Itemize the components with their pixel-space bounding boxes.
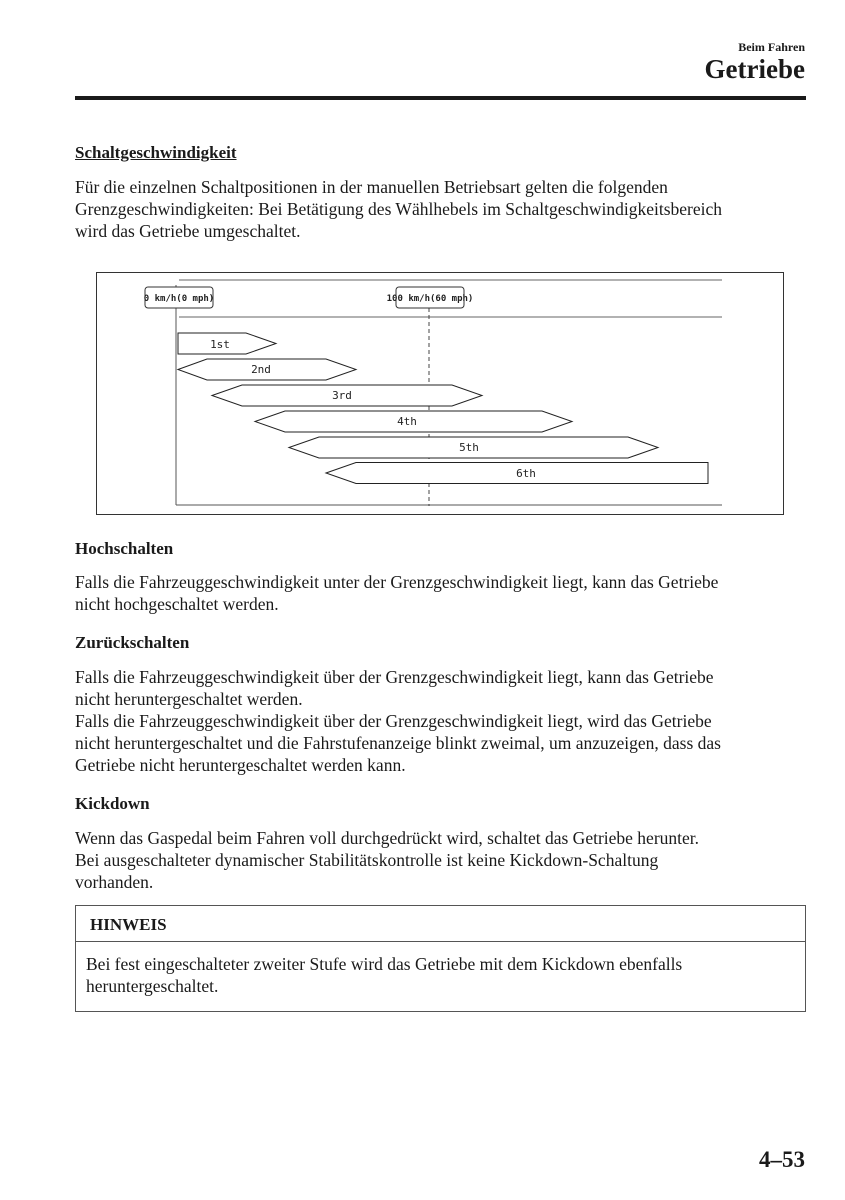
text-line: Grenzgeschwindigkeiten: Bei Betätigung des Wählhebels im Schaltgeschwindigkeitsbereich [75, 199, 723, 219]
text-line: Für die einzelnen Schaltpositionen in der manuellen Betriebsart gelten die folgenden [75, 177, 668, 197]
speed-marker-zero: 0 km/h(0 mph) [143, 294, 215, 304]
text-line: Getriebe nicht heruntergeschaltet werden kann. [75, 755, 406, 775]
gear-label-4th: 4th [397, 415, 417, 428]
downshift-heading: Zurückschalten [75, 633, 190, 652]
gear-label-2nd: 2nd [251, 363, 271, 376]
text-line: heruntergeschaltet. [86, 976, 219, 996]
text-line: Bei ausgeschalteter dynamischer Stabilitätskontrolle ist keine Kickdown-Schaltung [75, 850, 659, 870]
speed-marker-hundred: 100 km/h(60 mph) [386, 294, 474, 304]
page-title: Getriebe [704, 54, 805, 84]
gear-label-5th: 5th [459, 441, 479, 454]
header-rule [75, 96, 806, 100]
text-line: nicht hochgeschaltet werden. [75, 594, 279, 614]
gear-label-1st: 1st [210, 338, 230, 351]
gear-label-6th: 6th [516, 467, 536, 480]
note-heading: HINWEIS [76, 906, 805, 942]
downshift-paragraph [75, 666, 810, 776]
shift-speed-paragraph [75, 176, 810, 242]
note-body [76, 942, 805, 997]
kickdown-paragraph [75, 827, 810, 893]
text-line: Falls die Fahrzeuggeschwindigkeit über der Grenzgeschwindigkeit liegt, wird das Getriebe [75, 711, 712, 731]
text-line: Bei fest eingeschalteter zweiter Stufe wird das Getriebe mit dem Kickdown ebenfalls [86, 954, 683, 974]
text-line: nicht heruntergeschaltet und die Fahrstufenanzeige blinkt zweimal, um anzuzeigen, dass das [75, 733, 721, 753]
page-number: 4–53 [759, 1147, 805, 1172]
text-line: Falls die Fahrzeuggeschwindigkeit unter der Grenzgeschwindigkeit liegt, kann das Getriebe [75, 572, 719, 592]
kickdown-heading: Kickdown [75, 794, 150, 813]
section-label: Beim Fahren [738, 40, 805, 54]
text-line: vorhanden. [75, 872, 154, 892]
gear-shift-speed-diagram [96, 272, 784, 515]
text-line: Wenn das Gaspedal beim Fahren voll durchgedrückt wird, schaltet das Getriebe herunter. [75, 828, 700, 848]
note-box [75, 905, 806, 1012]
upshift-heading: Hochschalten [75, 539, 174, 558]
text-line: Falls die Fahrzeuggeschwindigkeit über der Grenzgeschwindigkeit liegt, kann das Getriebe [75, 667, 714, 687]
upshift-paragraph [75, 571, 810, 615]
gear-label-3rd: 3rd [332, 389, 352, 402]
text-line: wird das Getriebe umgeschaltet. [75, 221, 301, 241]
text-line: nicht heruntergeschaltet werden. [75, 689, 303, 709]
shift-speed-heading: Schaltgeschwindigkeit [75, 143, 237, 162]
